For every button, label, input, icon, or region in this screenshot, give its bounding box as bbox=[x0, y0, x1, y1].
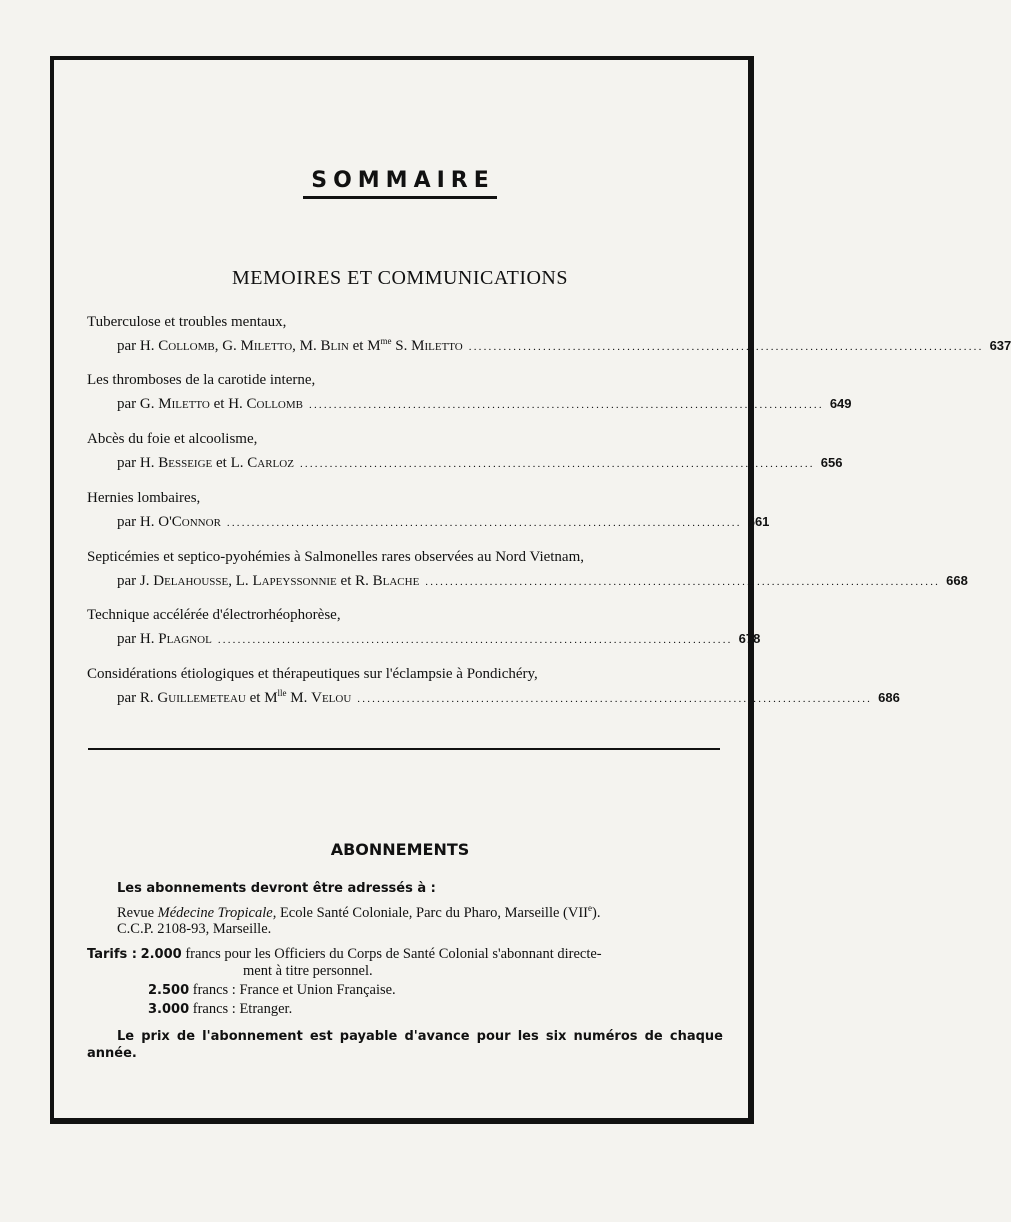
leader-dots: ........................................................................................................ bbox=[468, 341, 984, 353]
abonnements-address: Revue Médecine Tropicale, Ecole Santé Coloniale, Parc du Pharo, Marseille (VIIe). bbox=[117, 903, 601, 921]
entry-page: 649 bbox=[829, 396, 852, 411]
leader-dots: ........................................................................................................ bbox=[309, 399, 824, 411]
entry-page: 661 bbox=[747, 514, 770, 529]
tarif-line-3: 3.000 francs : Etranger. bbox=[148, 1001, 293, 1017]
toc-entry bbox=[87, 488, 770, 533]
entry-authors: par H. Plagnol bbox=[117, 631, 212, 647]
abonnements-title: ABONNEMENTS bbox=[330, 840, 470, 859]
entry-title: Tuberculose et troubles mentaux, bbox=[87, 314, 287, 330]
entry-authors: par H. O'Connor bbox=[117, 514, 221, 530]
leader-dots: ........................................................................................................ bbox=[425, 576, 941, 588]
entry-authors: par G. Miletto et H. Collomb bbox=[117, 396, 303, 412]
entry-page: 686 bbox=[878, 690, 900, 705]
entry-page: 678 bbox=[738, 631, 761, 646]
toc-entry bbox=[87, 429, 843, 474]
entry-title: Considérations étiologiques et thérapeutiques sur l'éclampsie à Pondichéry, bbox=[87, 666, 538, 682]
section-title: MEMOIRES ET COMMUNICATIONS bbox=[232, 267, 568, 289]
entry-page: 637 bbox=[989, 338, 1011, 353]
abonnements-intro: Les abonnements devront être adressés à : bbox=[117, 881, 436, 896]
entry-authors: par J. Delahousse, L. Lapeyssonnie et R. Blache bbox=[117, 573, 420, 589]
entry-page: 656 bbox=[820, 455, 843, 470]
section-divider bbox=[88, 748, 720, 750]
leader-dots: ........................................................................................................ bbox=[299, 458, 815, 470]
toc-entry bbox=[87, 312, 1011, 357]
leader-dots: ........................................................................................................ bbox=[217, 634, 733, 646]
abonnements-note-end: année. bbox=[87, 1046, 137, 1061]
entry-title: Septicémies et septico-pyohémies à Salmonelles rares observées au Nord Vietnam, bbox=[87, 549, 585, 565]
leader-dots: ........................................................................................................ bbox=[226, 517, 742, 529]
toc-entry bbox=[87, 547, 968, 592]
entry-authors: par H. Collomb, G. Miletto, M. Blin et $M^{me}$ S. Miletto bbox=[117, 336, 463, 354]
entry-page: 668 bbox=[946, 573, 968, 588]
entry-title: Hernies lombaires, bbox=[87, 490, 201, 506]
entry-title: Abcès du foie et alcoolisme, bbox=[87, 431, 258, 447]
sommaire-heading: SOMMAIRE bbox=[0, 168, 800, 199]
entry-authors: par H. Besseige et L. Carloz bbox=[117, 455, 294, 471]
abonnements-ccp: C.C.P. 2108-93, Marseille. bbox=[117, 921, 272, 937]
tarif-line-1-cont: ment à titre personnel. bbox=[243, 963, 373, 979]
entry-title: Technique accélérée d'électrorhéophorèse, bbox=[87, 607, 341, 623]
entry-authors: par R. Guillemeteau et $M^{lle}$ M. Velou bbox=[117, 688, 352, 706]
toc-entry bbox=[87, 370, 852, 415]
entry-title: Les thromboses de la carotide interne, bbox=[87, 372, 316, 388]
toc-entry bbox=[87, 664, 900, 709]
abonnements-note: Le prix de l'abonnement est payable d'avance pour les six numéros de chaque bbox=[117, 1029, 723, 1044]
tarif-line-2: 2.500 francs : France et Union Française. bbox=[148, 982, 396, 998]
tarif-line-1: Tarifs : 2.000 francs pour les Officiers du Corps de Santé Colonial s'abonnant directe- bbox=[87, 946, 602, 962]
toc-entry bbox=[87, 605, 761, 650]
leader-dots: ........................................................................................................ bbox=[357, 693, 873, 705]
